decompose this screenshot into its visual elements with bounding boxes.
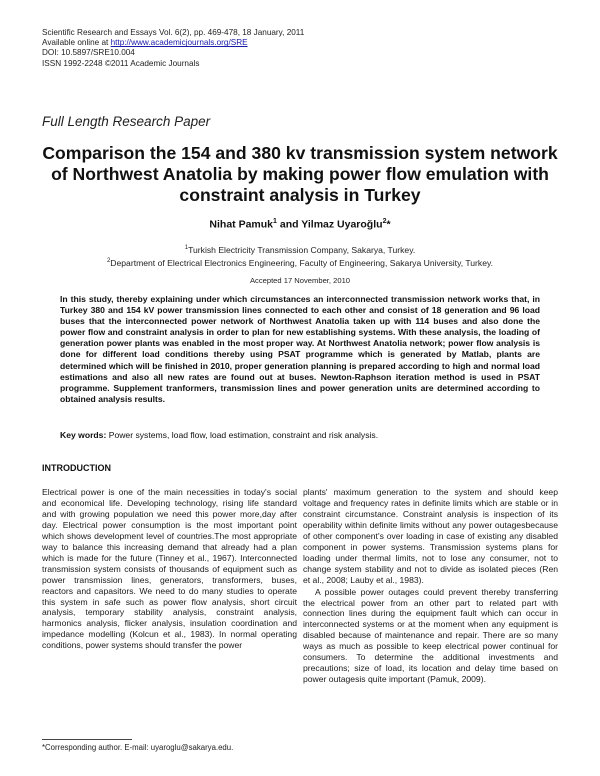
left-column [42,487,297,651]
right-column [303,487,558,685]
affiliation-1-text: Turkish Electricity Transmission Company, Sakarya, Turkey. [188,244,416,255]
affiliation-2 [0,256,600,269]
author-connector: and [276,218,302,231]
footnote-divider [42,739,132,740]
keywords [60,430,540,441]
author-1: Nihat Pamuk [209,218,274,231]
paper-title: Comparison the 154 and 380 kv transmission system network of Northwest Anatolia by making power flow emulation with constraint analysis in Turkey [42,143,558,205]
doi-line: DOI: 10.5897/SRE10.004 [42,48,135,58]
affiliation-1-mark: 1 [184,245,189,251]
issn-line: ISSN 1992-2248 ©2011 Academic Journals [42,58,200,68]
author-2-mark: 2 [382,218,387,225]
journal-url-link[interactable]: http://www.academicjournals.org/SRE [110,38,248,48]
affiliation-2-text: Department of Electrical Electronics Engineering, Faculty of Engineering, Sakarya University, Turkey. [110,257,494,268]
paper-type: Full Length Research Paper [42,114,211,129]
accepted-date: Accepted 17 November, 2010 [249,276,351,285]
journal-citation: Scientific Research and Essays Vol. 6(2), pp. 469-478, 18 January, 2011 [42,28,305,37]
intro-paragraph-3: A possible power outages could prevent thereby transferring the electrical power from an other part to related part with connection lines during the equipment fault which can occur in interconnected systems or at the moment when any equipment is disabled because of maintenance and repair. There are so many ways as much as possible to keep electrical power continual for consumers. To determine the additional investments and precautions; size of load, its location and delay time based on power outagesis quite important (Pamuk, 2009). [303,586,558,685]
intro-paragraph-2: plants' maximum generation to the system and should keep voltage and frequency rates in definite limits which are stable or in constraint circumstance. Constraint analysis is inspection of its operability within definite limits without any power outagesbecause of other component's over loading in case of existing any disabled component in power systems. Transmission systems plans for loading under thermal limits, not to lose any consumer, not to change system stability and not to divide as isolated pieces (Ren et al., 2008; Lauby et al., 1983). [303,487,558,585]
author-2: Yilmaz Uyaroğlu [301,218,383,231]
affiliation-1 [0,243,600,256]
availability-line [42,38,304,48]
keywords-text: Power systems, load flow, load estimation, constraint and risk analysis. [106,430,379,440]
abstract: In this study, thereby explaining under which circumstances an interconnected transmission network works that, in Turkey 380 and 154 kV power transmission lines connected to each other and consist of 18 generation and 96 load buses that the interconnected power network of Northwest Anatolia taken up with 114 buses and also done the power flow and constraint analysis in order to plan for new establishing systems. With these analysis, the loading of generation power plants was enabled in the most proper way. At Northwest Anatolia network; power flow analysis is done for different load conditions thereby using PSAT programme which is generated by Matlab, plants are determined which will be finished in 2010, proper generation planning is prepared according to high and normal load estimations and also all new rates are found out at buses. Newton-Raphson iteration method is used in PSAT programme. Supplement tranformers, transmission lines and power generation units are determined according to obtained analysis results. [60,294,540,404]
introduction-heading: INTRODUCTION [42,463,111,473]
intro-paragraph-1: Electrical power is one of the main necessities in today's social and economical life. Developing technology, rising life standard and with growing population we need this power more,day after day. Electrical power consumption is the most important point which shows development level of countries.The most appropriate way to balance this increasing demand that already had a plan which is made for the future (Tinney et al., 1967). Interconnected transmission system consists of thousands of equipment such as power transmission lines, generators, transformers, buses, reactors and capasitors. We need to do many studies to operate this system in safe such as power flow analysis, short circuit analysis, temporary stability analysis, constraint analysis, harmonics analysis, flicker analysis, insulation coordination and impedance modelling (Kolcun et al., 1983). In normal operating conditions, power systems should transfer the power [42,487,297,651]
affiliation-2-mark: 2 [106,257,111,264]
corresponding-mark: * [386,218,391,231]
journal-header [42,28,304,69]
availability-prefix: Available online at [42,38,111,48]
author-line [0,218,600,231]
affiliations [0,243,600,269]
corresponding-author-footnote: *Corresponding author. E-mail: uyaroglu@sakarya.edu. [42,743,234,752]
author-1-mark: 1 [273,218,277,225]
keywords-label: Key words: [60,430,107,440]
